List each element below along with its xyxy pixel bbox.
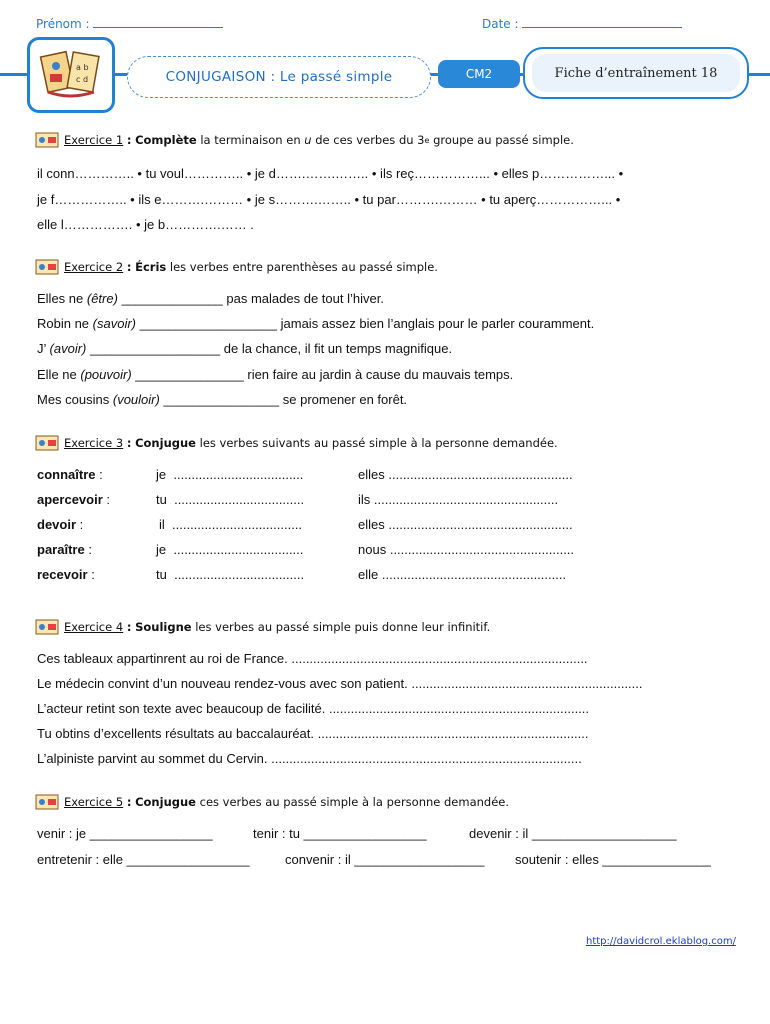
exercise-2-instruction: les verbes entre parenthèses au passé simple. — [169, 260, 438, 274]
open-book-icon — [30, 40, 112, 110]
notebook-icon — [34, 131, 60, 149]
exercise-4-verb: Souligne — [135, 620, 192, 634]
exercise-3-pronoun: elles ................................................... — [358, 517, 573, 532]
exercise-4-instruction: les verbes au passé simple puis donne leur infinitif. — [195, 620, 491, 634]
notebook-icon — [34, 258, 60, 276]
exercise-1-instr-mid: de ces verbes du 3 — [315, 133, 425, 147]
exercise-3-number: Exercice 3 — [64, 436, 124, 450]
notebook-icon — [34, 618, 60, 636]
exercise-5-instruction: ces verbes au passé simple à la personne demandée. — [199, 795, 510, 809]
exercise-4-number: Exercice 4 — [64, 620, 124, 634]
level-text: CM2 — [465, 67, 493, 81]
exercise-5-item: soutenir : elles _______________ — [515, 852, 711, 867]
exercise-3-pronoun: elle ................................................... — [358, 567, 567, 582]
exercise-1-number: Exercice 1 — [64, 133, 124, 147]
level-badge — [438, 60, 520, 88]
exercise-5-item: convenir : il __________________ — [285, 852, 485, 867]
notebook-icon — [34, 434, 60, 452]
exercise-5-number: Exercice 5 — [64, 795, 124, 809]
exercise-3-verb-label: connaître : — [37, 467, 103, 482]
date-field[interactable] — [482, 17, 682, 31]
exercise-1-verb: Complète — [135, 133, 197, 147]
page-title — [127, 56, 431, 98]
date-line[interactable] — [522, 17, 682, 28]
exercise-1-instr-post: groupe au passé simple. — [433, 133, 574, 147]
exercise-3-pronoun: tu .................................... — [156, 567, 305, 582]
exercise-2-verb: Écris — [135, 260, 167, 274]
fiche-badge — [523, 47, 749, 99]
exercise-2-line: Elles ne (être) ______________ pas malades de tout l’hiver. — [37, 291, 384, 306]
exercise-2-line: Mes cousins (vouloir) ________________ se promener en forêt. — [37, 392, 408, 407]
exercise-1-line: je f…………….. • ils e……….……… • je s……….…….. • tu par……….……… • tu aperç……………... • — [37, 192, 621, 207]
exercise-5-item: venir : je _________________ — [37, 826, 213, 841]
exercise-2-number: Exercice 2 — [64, 260, 124, 274]
exercise-3-pronoun: tu .................................... — [156, 492, 305, 507]
exercise-3-pronoun: je .................................... — [156, 467, 304, 482]
exercise-1-instr-sup: e — [424, 135, 430, 145]
exercise-2-title: Exercice 2 : Écris les verbes entre parenthèses au passé simple. — [34, 258, 438, 276]
exercise-5-verb: Conjugue — [135, 795, 196, 809]
exercise-3-title: Exercice 3 : Conjugue les verbes suivants au passé simple à la personne demandée. — [34, 434, 558, 452]
exercise-1-line: elle l……………. • je b………….…… . — [37, 217, 254, 232]
logo-frame — [27, 37, 115, 113]
exercise-4-line: Tu obtins d’excellents résultats au baccalauréat. ........................................................................... — [37, 726, 589, 741]
notebook-icon — [34, 793, 60, 811]
fiche-text: Fiche d’entraînement 18 — [554, 65, 718, 81]
exercise-3-pronoun: elles ................................................... — [358, 467, 573, 482]
exercise-3-verb-label: paraître : — [37, 542, 92, 557]
footer-link[interactable]: http://davidcrol.eklablog.com/ — [586, 936, 736, 947]
exercise-3-pronoun: il .................................... — [159, 517, 303, 532]
exercise-1-instr-u: u — [304, 133, 312, 147]
prenom-line[interactable] — [93, 17, 223, 28]
exercise-2-line: Robin ne (savoir) ___________________ jamais assez bien l’anglais pour le parler couramment. — [37, 316, 595, 331]
exercise-3-pronoun: ils ................................................... — [358, 492, 559, 507]
exercise-3-pronoun: je .................................... — [156, 542, 304, 557]
exercise-4-line: L’acteur retint son texte avec beaucoup de facilité. ........................................................................ — [37, 701, 590, 716]
exercise-3-pronoun: nous ................................................... — [358, 542, 575, 557]
exercise-5-title: Exercice 5 : Conjugue ces verbes au passé simple à la personne demandée. — [34, 793, 509, 811]
exercise-3-verb: Conjugue — [135, 436, 196, 450]
exercise-4-title: Exercice 4 : Souligne les verbes au passé simple puis donne leur infinitif. — [34, 618, 490, 636]
prenom-label: Prénom : — [36, 17, 90, 31]
exercise-5-item: entretenir : elle _________________ — [37, 852, 250, 867]
page-title-text: CONJUGAISON : Le passé simple — [165, 69, 393, 85]
exercise-5-item: tenir : tu _________________ — [253, 826, 427, 841]
date-label: Date : — [482, 17, 519, 31]
exercise-5-item: devenir : il ____________________ — [469, 826, 677, 841]
exercise-4-line: Ces tableaux appartinrent au roi de France. .................................................................................. — [37, 651, 588, 666]
prenom-field[interactable] — [36, 17, 223, 31]
exercise-2-line: J’ (avoir) __________________ de la chance, il fit un temps magnifique. — [37, 341, 453, 356]
exercise-1-line: il conn………….. • tu voul………….. • je d…….…….…….. • ils reç……………... • elles p……………... • — [37, 166, 624, 181]
svg-text:a b: a b — [76, 63, 89, 72]
exercise-3-verb-label: devoir : — [37, 517, 84, 532]
exercise-2-line: Elle ne (pouvoir) _______________ rien faire au jardin à cause du mauvais temps. — [37, 367, 514, 382]
exercise-1-instr-pre: la terminaison en — [200, 133, 301, 147]
exercise-3-verb-label: apercevoir : — [37, 492, 110, 507]
fiche-inner — [532, 54, 740, 92]
exercise-3-verb-label: recevoir : — [37, 567, 95, 582]
exercise-1-title: Exercice 1 : Complète la terminaison en u de ces verbes du 3 e groupe au passé simple. — [34, 131, 574, 149]
svg-text:c d: c d — [76, 75, 89, 84]
exercise-4-line: L’alpiniste parvint au sommet du Cervin. ...................................................................................... — [37, 751, 582, 766]
exercise-4-line: Le médecin convint d’un nouveau rendez-vous avec son patient. ................................................................ — [37, 676, 643, 691]
exercise-3-instruction: les verbes suivants au passé simple à la personne demandée. — [199, 436, 558, 450]
